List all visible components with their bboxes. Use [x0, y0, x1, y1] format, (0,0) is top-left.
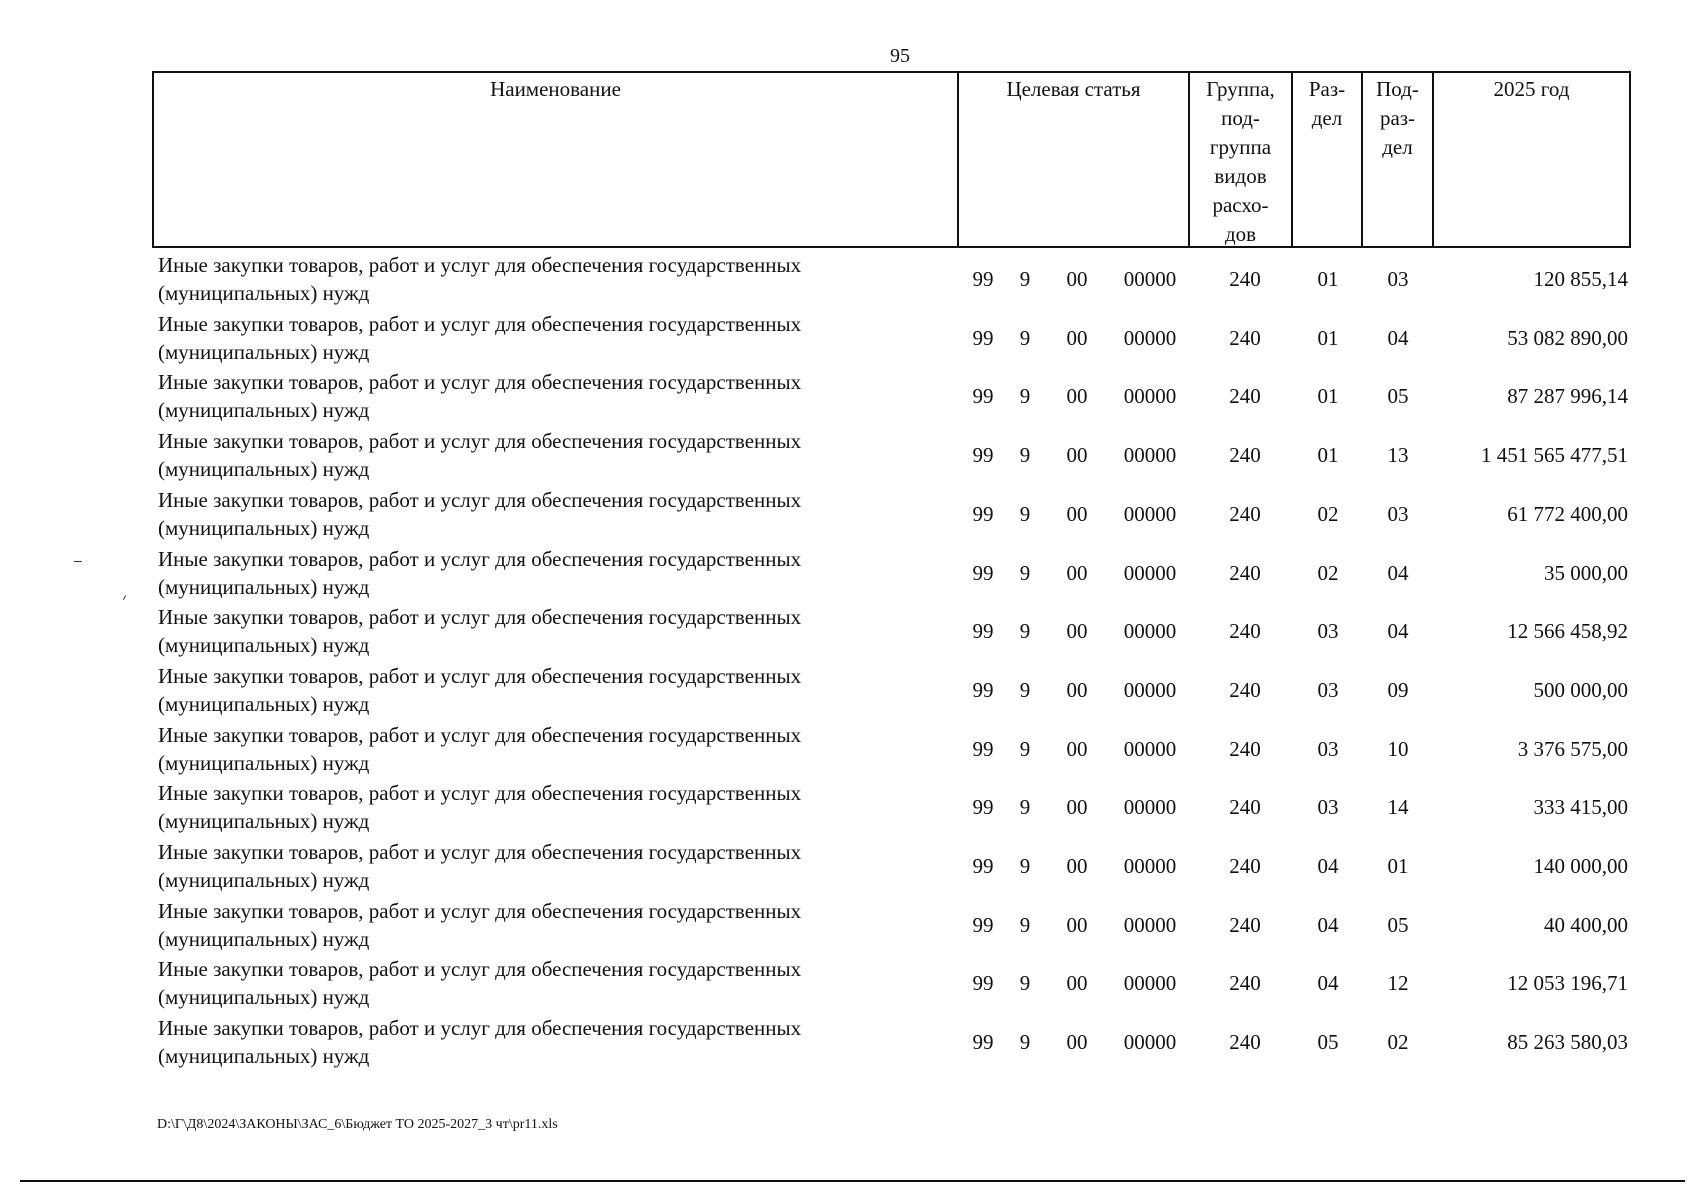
subsection-code: 04: [1387, 560, 1409, 585]
target-direction-code: 00: [1066, 443, 1088, 468]
target-subprogram-code: 9: [1019, 560, 1031, 585]
row-name: Иные закупки товаров, работ и услуг для обеспечения государственных (муниципальных) нужд: [158, 253, 802, 305]
target-direction-code: 00: [1066, 384, 1088, 409]
row-name: Иные закупки товаров, работ и услуг для обеспечения государственных (муниципальных) нужд: [158, 663, 802, 716]
target-subprogram-code: 9: [1019, 736, 1031, 761]
section-code: 05: [1317, 1030, 1339, 1055]
target-direction-code: 00: [1066, 267, 1088, 291]
subsection-code: 04: [1387, 619, 1409, 644]
target-subprogram-code: 9: [1019, 1030, 1031, 1055]
subsection-code: 14: [1387, 795, 1409, 820]
subsection-code: 05: [1387, 912, 1409, 937]
amount-2025: 500 000,00: [1533, 677, 1628, 702]
expense-group: 240: [1229, 736, 1261, 761]
target-expense-code: 00000: [1123, 267, 1177, 291]
target-subprogram-code: 9: [1019, 443, 1031, 468]
target-direction-code: 00: [1066, 677, 1088, 702]
table-header: [152, 71, 1631, 248]
table-row: [0, 778, 1691, 836]
amount-2025: 87 287 996,14: [1507, 384, 1628, 409]
expense-group: 240: [1229, 912, 1261, 937]
table-row: [0, 837, 1691, 895]
header-section: Раз- дел: [1293, 73, 1363, 246]
amount-2025: 35 000,00: [1544, 560, 1628, 585]
amount-2025: 40 400,00: [1544, 912, 1628, 937]
row-name: Иные закупки товаров, работ и услуг для обеспечения государственных (муниципальных) нужд: [158, 546, 802, 599]
expense-group: 240: [1229, 971, 1261, 996]
target-expense-code: 00000: [1123, 501, 1177, 526]
target-expense-code: 00000: [1123, 443, 1177, 468]
target-expense-code: 00000: [1123, 677, 1177, 702]
target-program-code: 99: [972, 501, 994, 526]
row-name: Иные закупки товаров, работ и услуг для обеспечения государственных (муниципальных) нужд: [158, 429, 802, 482]
target-program-code: 99: [972, 912, 994, 937]
target-expense-code: 00000: [1123, 736, 1177, 761]
row-name: Иные закупки товаров, работ и услуг для обеспечения государственных (муниципальных) нужд: [158, 898, 802, 951]
target-direction-code: 00: [1066, 795, 1088, 820]
table-row: [0, 367, 1691, 425]
section-code: 02: [1317, 501, 1339, 526]
target-subprogram-code: 9: [1019, 384, 1031, 409]
table-row: [0, 954, 1691, 1012]
target-expense-code: 00000: [1123, 619, 1177, 644]
table-row: [0, 426, 1691, 484]
row-name: Иные закупки товаров, работ и услуг для обеспечения государственных (муниципальных) нужд: [158, 840, 802, 892]
target-direction-code: 00: [1066, 560, 1088, 585]
table-row: [0, 720, 1691, 778]
target-direction-code: 00: [1066, 736, 1088, 761]
target-direction-code: 00: [1066, 971, 1088, 996]
row-name: Иные закупки товаров, работ и услуг для обеспечения государственных (муниципальных) нужд: [158, 605, 802, 658]
target-direction-code: 00: [1066, 325, 1088, 350]
table-row: [0, 1013, 1691, 1071]
table-row: [0, 309, 1691, 367]
subsection-code: 05: [1387, 384, 1409, 409]
target-direction-code: 00: [1066, 1030, 1088, 1055]
target-expense-code: 00000: [1123, 854, 1177, 878]
subsection-code: 09: [1387, 677, 1409, 702]
header-target-article: Целевая статья: [959, 73, 1190, 246]
target-program-code: 99: [972, 384, 994, 409]
target-program-code: 99: [972, 560, 994, 585]
expense-group: 240: [1229, 501, 1261, 526]
table-row: [0, 602, 1691, 660]
expense-group: 240: [1229, 854, 1261, 878]
target-subprogram-code: 9: [1019, 619, 1031, 644]
subsection-code: 04: [1387, 325, 1409, 350]
subsection-code: 02: [1387, 1030, 1409, 1055]
scan-mark: [74, 561, 82, 562]
section-code: 03: [1317, 736, 1339, 761]
amount-2025: 333 415,00: [1533, 795, 1628, 820]
amount-2025: 53 082 890,00: [1507, 325, 1628, 350]
amount-2025: 1 451 565 477,51: [1481, 443, 1628, 468]
amount-2025: 12 053 196,71: [1507, 971, 1628, 996]
target-subprogram-code: 9: [1019, 971, 1031, 996]
target-program-code: 99: [972, 677, 994, 702]
table-row: [0, 544, 1691, 602]
table-row: [0, 661, 1691, 719]
amount-2025: 140 000,00: [1533, 854, 1628, 878]
target-program-code: 99: [972, 854, 994, 878]
target-subprogram-code: 9: [1019, 501, 1031, 526]
amount-2025: 3 376 575,00: [1517, 736, 1628, 761]
target-subprogram-code: 9: [1019, 795, 1031, 820]
row-name: Иные закупки товаров, работ и услуг для обеспечения государственных (муниципальных) нужд: [158, 722, 802, 775]
target-program-code: 99: [972, 267, 994, 291]
section-code: 01: [1317, 325, 1339, 350]
subsection-code: 03: [1387, 267, 1409, 291]
table-row: [0, 485, 1691, 543]
subsection-code: 03: [1387, 501, 1409, 526]
row-name: Иные закупки товаров, работ и услуг для обеспечения государственных (муниципальных) нужд: [158, 1016, 802, 1069]
target-program-code: 99: [972, 795, 994, 820]
section-code: 02: [1317, 560, 1339, 585]
target-expense-code: 00000: [1123, 384, 1177, 409]
file-path: D:\Г\Д8\2024\ЗАКОНЫ\ЗАС_6\Бюджет ТО 2025-2027_3 чт\pr11.xls: [157, 1117, 558, 1132]
target-program-code: 99: [972, 736, 994, 761]
amount-2025: 61 772 400,00: [1507, 501, 1628, 526]
header-subsection: Под- раз- дел: [1363, 73, 1434, 246]
section-code: 01: [1317, 384, 1339, 409]
section-code: 03: [1317, 619, 1339, 644]
section-code: 01: [1317, 443, 1339, 468]
section-code: 03: [1317, 677, 1339, 702]
target-expense-code: 00000: [1123, 795, 1177, 820]
expense-group: 240: [1229, 384, 1261, 409]
amount-2025: 12 566 458,92: [1507, 619, 1628, 644]
expense-group: 240: [1229, 795, 1261, 820]
section-code: 04: [1317, 912, 1339, 937]
expense-group: 240: [1229, 1030, 1261, 1055]
target-direction-code: 00: [1066, 619, 1088, 644]
target-direction-code: 00: [1066, 501, 1088, 526]
target-expense-code: 00000: [1123, 325, 1177, 350]
target-expense-code: 00000: [1123, 912, 1177, 937]
target-program-code: 99: [972, 1030, 994, 1055]
target-expense-code: 00000: [1123, 560, 1177, 585]
row-name: Иные закупки товаров, работ и услуг для обеспечения государственных (муниципальных) нужд: [158, 781, 802, 834]
amount-2025: 120 855,14: [1533, 267, 1628, 291]
row-name: Иные закупки товаров, работ и услуг для обеспечения государственных (муниципальных) нужд: [158, 311, 802, 364]
target-program-code: 99: [972, 619, 994, 644]
target-subprogram-code: 9: [1019, 267, 1031, 291]
amount-2025: 85 263 580,03: [1507, 1030, 1628, 1055]
table-row: [0, 896, 1691, 954]
header-expense-group: Группа, под- группа видов расхо- дов: [1190, 73, 1293, 246]
subsection-code: 12: [1387, 971, 1409, 996]
bottom-rule: [20, 1180, 1685, 1182]
expense-group: 240: [1229, 325, 1261, 350]
target-subprogram-code: 9: [1019, 912, 1031, 937]
section-code: 04: [1317, 854, 1339, 878]
table-row: [0, 250, 1691, 308]
expense-group: 240: [1229, 267, 1261, 291]
target-expense-code: 00000: [1123, 971, 1177, 996]
row-name: Иные закупки товаров, работ и услуг для обеспечения государственных (муниципальных) нужд: [158, 487, 802, 540]
row-name: Иные закупки товаров, работ и услуг для обеспечения государственных (муниципальных) нужд: [158, 957, 802, 1010]
subsection-code: 13: [1387, 443, 1409, 468]
section-code: 03: [1317, 795, 1339, 820]
target-subprogram-code: 9: [1019, 325, 1031, 350]
header-name: Наименование: [154, 73, 959, 246]
subsection-code: 01: [1387, 854, 1409, 878]
target-subprogram-code: 9: [1019, 677, 1031, 702]
target-expense-code: 00000: [1123, 1030, 1177, 1055]
target-program-code: 99: [972, 325, 994, 350]
expense-group: 240: [1229, 560, 1261, 585]
target-direction-code: 00: [1066, 912, 1088, 937]
target-subprogram-code: 9: [1019, 854, 1031, 878]
expense-group: 240: [1229, 619, 1261, 644]
page-number: 95: [890, 45, 910, 67]
subsection-code: 10: [1387, 736, 1409, 761]
target-program-code: 99: [972, 971, 994, 996]
expense-group: 240: [1229, 677, 1261, 702]
header-year-2025: 2025 год: [1493, 77, 1570, 101]
section-code: 04: [1317, 971, 1339, 996]
target-direction-code: 00: [1066, 854, 1088, 878]
target-program-code: 99: [972, 443, 994, 468]
expense-group: 240: [1229, 443, 1261, 468]
section-code: 01: [1317, 267, 1339, 291]
row-name: Иные закупки товаров, работ и услуг для обеспечения государственных (муниципальных) нужд: [158, 370, 802, 423]
